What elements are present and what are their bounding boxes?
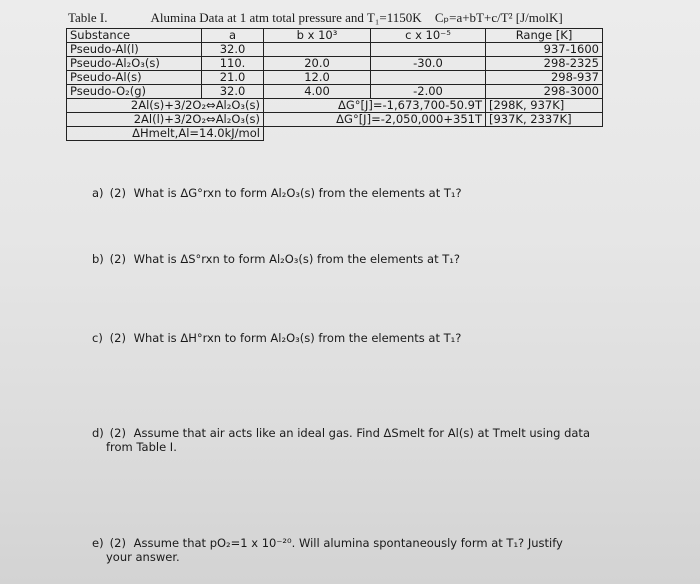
range-cell: 937-1600: [486, 43, 603, 57]
question-points: (2): [109, 252, 126, 266]
reaction-row: [67, 113, 603, 127]
c-cell: -30.0: [371, 57, 486, 71]
question-b: [92, 252, 612, 266]
question-letter: c): [92, 331, 103, 345]
question-c: [92, 331, 612, 345]
reaction-gibbs: ΔG°[J]=-2,050,000+351T: [264, 113, 486, 127]
b-cell: [264, 43, 371, 57]
cp-formula: Cₚ=a+bT+c/T² [J/molK]: [434, 10, 563, 25]
question-text: What is ΔH°rxn to form Al₂O₃(s) from the elements at T₁?: [133, 331, 462, 345]
range-cell: 298-937: [486, 71, 603, 85]
alumina-data-table: [66, 28, 603, 141]
table-row: [67, 57, 603, 71]
table-row: [67, 43, 603, 57]
range-cell: 298-3000: [486, 85, 603, 99]
table-caption: [68, 10, 563, 26]
a-cell: 21.0: [202, 71, 264, 85]
question-letter: b): [92, 252, 104, 266]
a-cell: 32.0: [202, 85, 264, 99]
header-b: b x 10³: [264, 29, 371, 43]
range-cell: 298-2325: [486, 57, 603, 71]
question-points: (2): [109, 426, 126, 440]
question-text-continued: your answer.: [106, 550, 180, 564]
header-substance: Substance: [67, 29, 202, 43]
substance-cell: Pseudo-Al(s): [67, 71, 202, 85]
table-header-row: [67, 29, 603, 43]
reaction-equation: 2Al(s)+3/2O₂⇔Al₂O₃(s): [67, 99, 264, 113]
question-a: [92, 186, 612, 200]
reaction-range: [937K, 2337K]: [486, 113, 603, 127]
b-cell: 20.0: [264, 57, 371, 71]
question-points: (2): [109, 536, 126, 550]
a-cell: 110.: [202, 57, 264, 71]
table-label: Table I.: [68, 10, 108, 25]
header-c: c x 10⁻⁵: [371, 29, 486, 43]
reaction-gibbs: ΔG°[J]=-1,673,700-50.9T: [264, 99, 486, 113]
question-points: (2): [109, 331, 126, 345]
substance-cell: Pseudo-Al(l): [67, 43, 202, 57]
a-cell: 32.0: [202, 43, 264, 57]
reaction-equation: 2Al(l)+3/2O₂⇔Al₂O₃(s): [67, 113, 264, 127]
substance-cell: Pseudo-Al₂O₃(s): [67, 57, 202, 71]
b-cell: 4.00: [264, 85, 371, 99]
c-cell: [371, 71, 486, 85]
question-text-continued: from Table I.: [106, 440, 177, 454]
melt-row: [67, 127, 603, 141]
question-text: What is ΔG°rxn to form Al₂O₃(s) from the elements at T₁?: [133, 186, 462, 200]
question-d: [92, 426, 612, 454]
table-row: [67, 71, 603, 85]
header-range: Range [K]: [486, 29, 603, 43]
question-text: What is ΔS°rxn to form Al₂O₃(s) from the elements at T₁?: [133, 252, 460, 266]
question-letter: a): [92, 186, 104, 200]
c-cell: -2.00: [371, 85, 486, 99]
question-e: [92, 536, 612, 564]
question-letter: d): [92, 426, 104, 440]
reaction-row: [67, 99, 603, 113]
reaction-range: [298K, 937K]: [486, 99, 603, 113]
c-cell: [371, 43, 486, 57]
question-letter: e): [92, 536, 104, 550]
question-text: Assume that air acts like an ideal gas. Find ΔSmelt for Al(s) at Tmelt using data: [133, 426, 590, 440]
table-title: Alumina Data at 1 atm total pressure and T₁=1150K: [150, 10, 422, 25]
question-text: Assume that pO₂=1 x 10⁻²⁰. Will alumina spontaneously form at T₁? Justify: [133, 536, 563, 550]
header-a: a: [202, 29, 264, 43]
table-row: [67, 85, 603, 99]
substance-cell: Pseudo-O₂(g): [67, 85, 202, 99]
melt-enthalpy: ΔHmelt,Al=14.0kJ/mol: [67, 127, 264, 141]
b-cell: 12.0: [264, 71, 371, 85]
question-points: (2): [109, 186, 126, 200]
